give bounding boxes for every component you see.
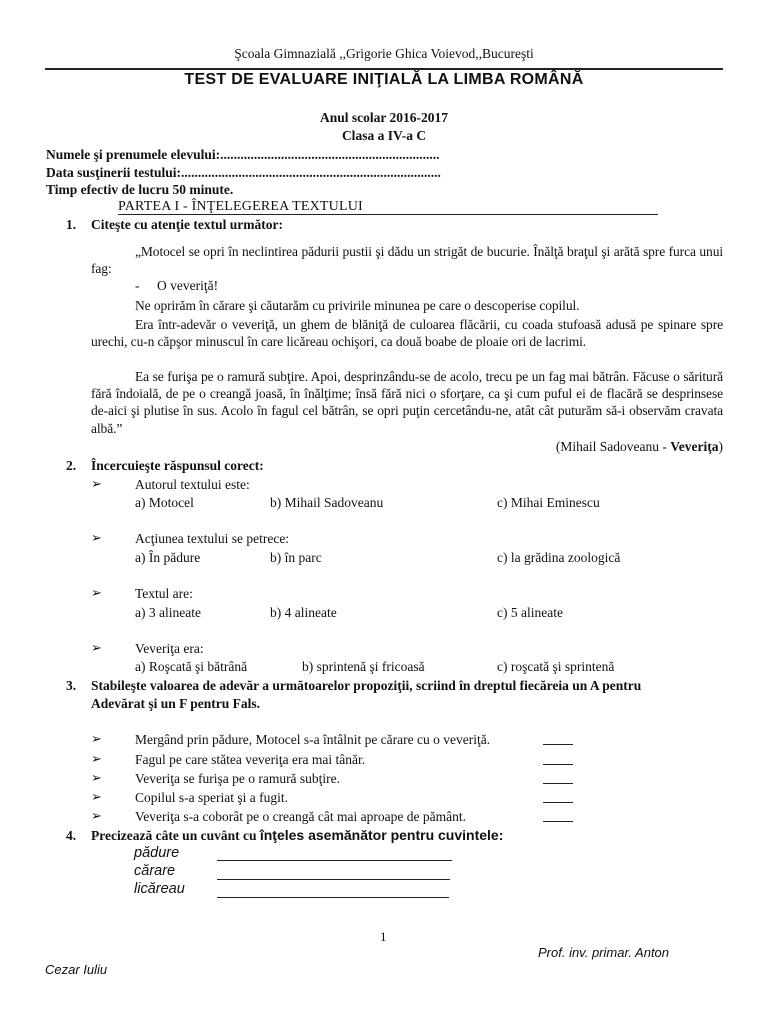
q1-title: Citeşte cu atenţie textul următor: [91,217,283,232]
q3-answer-blank-3[interactable] [543,771,573,789]
q3-statement-4: Copilul s-a speriat şi a fugit. [135,790,288,805]
source-suffix: ) [718,439,723,454]
q3-answer-blank-1[interactable] [543,732,573,750]
q3-bullet-4: ➢ [91,789,102,804]
q2-item-4-option-b[interactable]: b) sprintenă şi fricoasă [302,659,425,674]
q2-bullet-2: ➢ [91,530,102,545]
q4-word-2: cărare [134,863,176,879]
q4-word-1: pădure [134,845,180,861]
q2-item-1-prompt: Autorul textului este: [135,477,250,492]
q4-title-part-b: înţeles asemănător pentru cuvintele: [259,827,504,843]
q3-answer-blank-5[interactable] [543,809,573,827]
q2-number: 2. [66,458,77,473]
q3-bullet-3: ➢ [91,770,102,785]
source-title: Veveriţa [670,439,719,454]
q3-statement-3: Veveriţa se furişa pe o ramură subţire. [135,771,341,786]
q4-number: 4. [66,828,77,843]
document-title: TEST DE EVALUARE INIŢIALĂ LA LIMBA ROMÂNĂ [184,71,584,88]
text-paragraph-2: Ne oprirăm în cărare şi căutarăm cu privirile minunea pe care o descoperise copilul. [135,298,580,313]
q2-item-3-prompt: Textul are: [135,586,193,601]
q2-bullet-3: ➢ [91,585,102,600]
header-rule [45,68,723,70]
q2-item-2-option-b[interactable]: b) în parc [270,550,322,565]
page-number: 1 [380,929,387,944]
q3-answer-blank-4[interactable] [543,790,573,808]
q3-statement-1: Mergând prin pădure, Motocel s-a întâlnit pe cărare cu o veveriţă. [135,732,491,747]
q3-answer-blank-2[interactable] [543,752,573,770]
q3-bullet-1: ➢ [91,731,102,746]
work-time: Timp efectiv de lucru 50 minute. [46,182,234,197]
class-label: Clasa a IV-a C [341,128,427,143]
q4-word-3: licăreau [134,881,185,897]
text-paragraph-4: Ea se furişa pe o ramură subţire. Apoi, desprinzându-se de acolo, trecu pe un fag mai bătrân. Făcuse o săritură fără îndoială, de pe o creangă joasă, în înălţime; însă fără nici o sforţare, ca şi cum puful ei de flacără se desprinsese de-aici şi plutise în sus. Acolo în fagul cel bătrân, se opri puţin cercetându-ne, atât cât puturăm să-i observăm cravata albă.” [91,369,723,436]
q1-number: 1. [66,217,77,232]
q2-item-3-option-a[interactable]: a) 3 alineate [135,605,201,620]
q2-item-1-option-a[interactable]: a) Motocel [135,495,194,510]
q2-item-1-option-c[interactable]: c) Mihai Eminescu [497,495,600,510]
q2-item-2-prompt: Acţiunea textului se petrece: [135,531,290,546]
part-heading-underline [372,214,658,215]
q3-number: 3. [66,678,77,693]
q4-title-part-a: Precizează câte un cuvânt cu [91,828,260,843]
q3-title-line-1: Stabileşte valoarea de adevăr a următoarelor propoziţii, scriind în dreptul fiecăreia un A pentru [91,678,642,693]
q2-item-3-option-b[interactable]: b) 4 alineate [270,605,337,620]
part-heading: PARTEA I - ÎNŢELEGEREA TEXTULUI [118,199,363,214]
q3-bullet-2: ➢ [91,751,102,766]
teacher-credit: Prof. inv. primar. Anton [538,945,670,960]
student-name-field: Numele şi prenumele elevului:................................................................. [46,147,440,162]
q2-item-1-option-b[interactable]: b) Mihail Sadoveanu [270,495,384,510]
q2-bullet-4: ➢ [91,640,102,655]
q2-item-3-option-c[interactable]: c) 5 alineate [497,605,563,620]
text-paragraph-1: „Motocel se opri în neclintirea pădurii pustii şi dădu un strigăt de bucurie. Înălţă braţul şi arătă spre furca unui fag: [91,244,723,277]
q2-item-4-prompt: Veveriţa era: [135,641,204,656]
teacher-name: Cezar Iuliu [45,962,108,977]
q2-item-4-option-c[interactable]: c) roşcată şi sprintenă [497,659,615,674]
school-year: Anul scolar 2016-2017 [319,110,448,125]
q2-bullet-1: ➢ [91,476,102,491]
q2-item-2-option-c[interactable]: c) la grădina zoologică [497,550,621,565]
part-heading-underline-left [118,214,372,215]
q3-statement-2: Fagul pe care stătea veveriţa era mai tânăr. [135,752,366,767]
q3-title-line-2: Adevărat şi un F pentru Fals. [91,696,261,711]
q4-answer-line-1[interactable] [217,859,452,861]
q3-statement-5: Veveriţa s-a coborât pe o creangă cât mai aproape de pământ. [135,809,466,824]
q4-title [91,827,503,844]
school-name: Şcoala Gimnazială ,,Grigorie Ghica Voievod,,Bucureşti [234,46,534,61]
source-prefix: (Mihail Sadoveanu - [555,439,671,454]
q2-item-4-option-a[interactable]: a) Roşcată şi bătrână [135,659,248,674]
dialog-line: O veveriţă! [157,278,219,293]
q2-item-2-option-a[interactable]: a) În pădure [135,550,201,565]
text-source [556,439,723,455]
q4-answer-line-3[interactable] [217,896,449,898]
test-date-field: Data susţinerii testului:............................................................................. [46,165,441,180]
q3-bullet-5: ➢ [91,808,102,823]
dialog-dash: - [135,278,140,293]
text-paragraph-3: Era într-adevăr o veveriţă, un ghem de blăniţă de culoarea flăcării, cu coada stufoasă adusă pe spinare spre urechi, cu-n căpşor minuscul în care licăreau ochişori, ca două boabe de ploaie ori de lacrimi. [91,317,723,350]
q2-title: Încercuieşte răspunsul corect: [91,458,264,473]
q4-answer-line-2[interactable] [217,878,450,880]
